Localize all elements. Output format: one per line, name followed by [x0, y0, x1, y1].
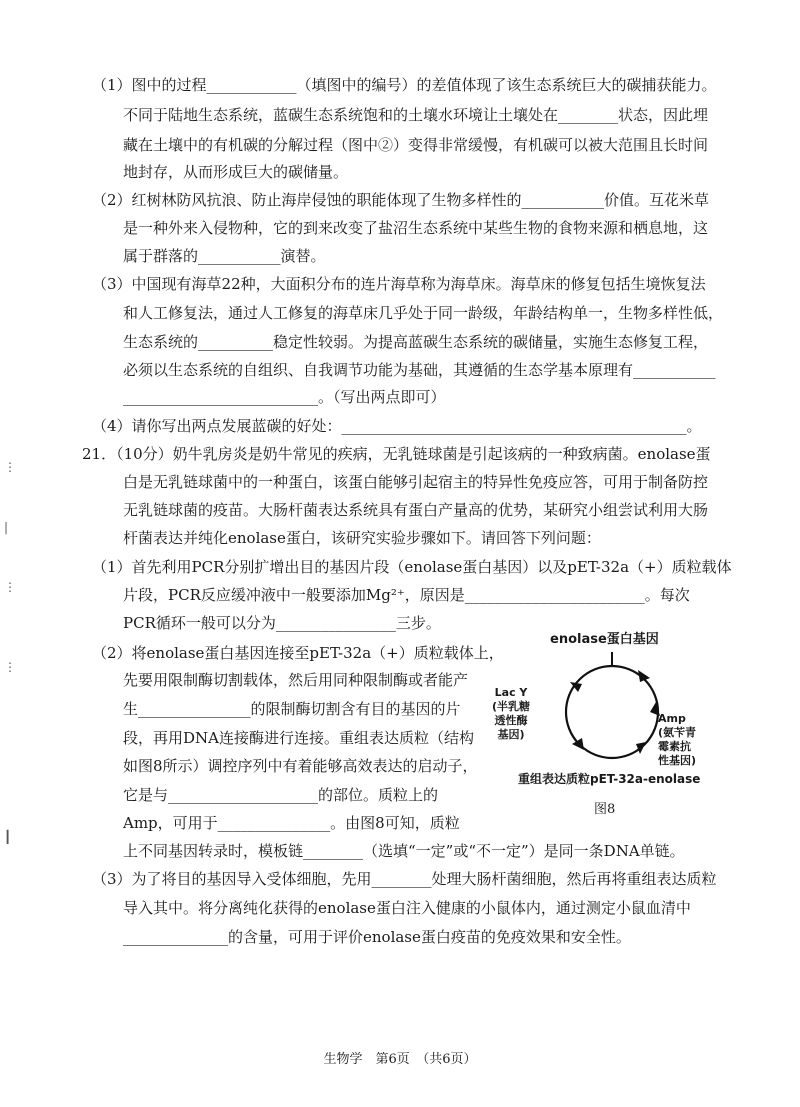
arrow-icon [572, 738, 584, 750]
text-line: 它是与____________________的部位。质粒上的 [123, 786, 439, 804]
text-line: ______________的含量，可用于评价enolase蛋白疫苗的免疫效果和安全性。 [123, 928, 631, 946]
text-line: PCR循环一般可以分为________________三步。 [123, 614, 441, 632]
text-line: （1）图中的过程____________（填图中的编号）的差值体现了该生态系统巨大的碳捕获能力。 [92, 76, 717, 94]
text-line: （3）中国现有海草22种，大面积分布的连片海草称为海草床。海草床的修复包括生境恢复法 [92, 275, 706, 293]
arrow-icon [636, 742, 646, 754]
text-line: （4）请你写出两点发展蓝碳的好处：______________________________________________。 [92, 417, 702, 435]
text-line: 必须以生态系统的自组织、自我调节功能为基础，其遵循的生态学基本原理有___________ [123, 361, 716, 379]
text-line: 杆菌表达并纯化enolase蛋白，该研究实验步骤如下。请回答下列问题： [123, 529, 601, 547]
text-line: 上不同基因转录时，模板链________（选填“一定”或“不一定”）是同一条DNA单链。 [123, 842, 685, 860]
plasmid-ring-diagram [560, 648, 664, 766]
binding-mark: ⋮ [4, 580, 16, 594]
text-line: Amp，可用于_______________。由图8可知，质粒 [123, 814, 460, 832]
text-line: 属于群落的___________演替。 [123, 247, 326, 265]
text-line: 生_______________的限制酶切割含有目的基因的片 [123, 700, 461, 718]
text-line: 无乳链球菌的疫苗。大肠杆菌表达系统具有蛋白产量高的优势，某研究小组尝试利用大肠 [123, 501, 709, 519]
text-line: （2）红树林防风抗浪、防止海岸侵蚀的职能体现了生物多样性的___________价值。互花米草 [92, 191, 710, 209]
text-line: 不同于陆地生态系统，蓝碳生态系统饱和的土壤水环境让土壤处在________状态，因此埋 [123, 106, 709, 124]
figure-right-label: Amp (氨苄青 霉素抗 性基因) [658, 712, 697, 767]
arrow-icon [638, 670, 650, 682]
plasmid-figure [480, 628, 740, 833]
text-line: 地封存，从而形成巨大的碳储量。 [123, 163, 349, 181]
text-line: 藏在土壤中的有机碳的分解过程（图中②）变得非常缓慢，有机碳可以被大范围且长时间 [123, 136, 709, 154]
text-line: （2）将enolase蛋白基因连接至pET-32a（+）质粒载体上， [92, 644, 504, 662]
figure-top-label: enolase蛋白基因 [550, 632, 659, 647]
figure-left-label: Lac Y (半乳糖 透性酶 基因) [492, 686, 531, 741]
text-line: 生态系统的__________稳定性较弱。为提高蓝碳生态系统的碳储量，实施生态修复工程， [123, 333, 709, 351]
text-line: 是一种外来入侵物种，它的到来改变了盐沼生态系统中某些生物的食物来源和栖息地，这 [123, 219, 709, 237]
binding-mark: ┃ [4, 830, 12, 844]
text-line: （3）为了将目的基因导入受体细胞，先用________处理大肠杆菌细胞，然后再将重组表达质粒 [92, 870, 717, 888]
figure-number: 图8 [594, 802, 616, 817]
figure-caption: 重组表达质粒pET-32a-enolase [518, 772, 701, 786]
binding-mark: ⋮ [4, 460, 16, 474]
text-line: 先要用限制酶切割载体，然后用同种限制酶或者能产 [123, 671, 469, 689]
text-line: 21．（10分）奶牛乳房炎是奶牛常见的疾病，无乳链球菌是引起该病的一种致病菌。enolase蛋 [82, 445, 711, 463]
text-line: __________________________。（写出两点即可） [123, 388, 446, 406]
binding-mark: ⋮ [4, 660, 16, 674]
page-footer: 生物学 第6页 （共6页） [323, 1052, 477, 1067]
text-line: 片段，PCR反应缓冲液中一般要添加Mg²⁺，原因是________________________。每次 [123, 586, 690, 604]
text-line: 和人工修复法，通过人工修复的海草床几乎处于同一龄级，年龄结构单一，生物多样性低， [123, 304, 724, 322]
text-line: 段，再用DNA连接酶进行连接。重组表达质粒（结构 [123, 729, 474, 747]
text-line: （1）首先利用PCR分别扩增出目的基因片段（enolase蛋白基因）以及pET-32a（+）质粒载体 [92, 558, 732, 576]
text-line: 白是无乳链球菌中的一种蛋白，该蛋白能够引起宿主的特异性免疫应答，可用于制备防控 [123, 473, 709, 491]
text-line: 导入其中。将分离纯化获得的enolase蛋白注入健康的小鼠体内，通过测定小鼠血清中 [123, 899, 691, 917]
text-line: 如图8所示）调控序列中有着能够高效表达的启动子， [123, 757, 478, 775]
binding-mark: | [4, 520, 9, 534]
